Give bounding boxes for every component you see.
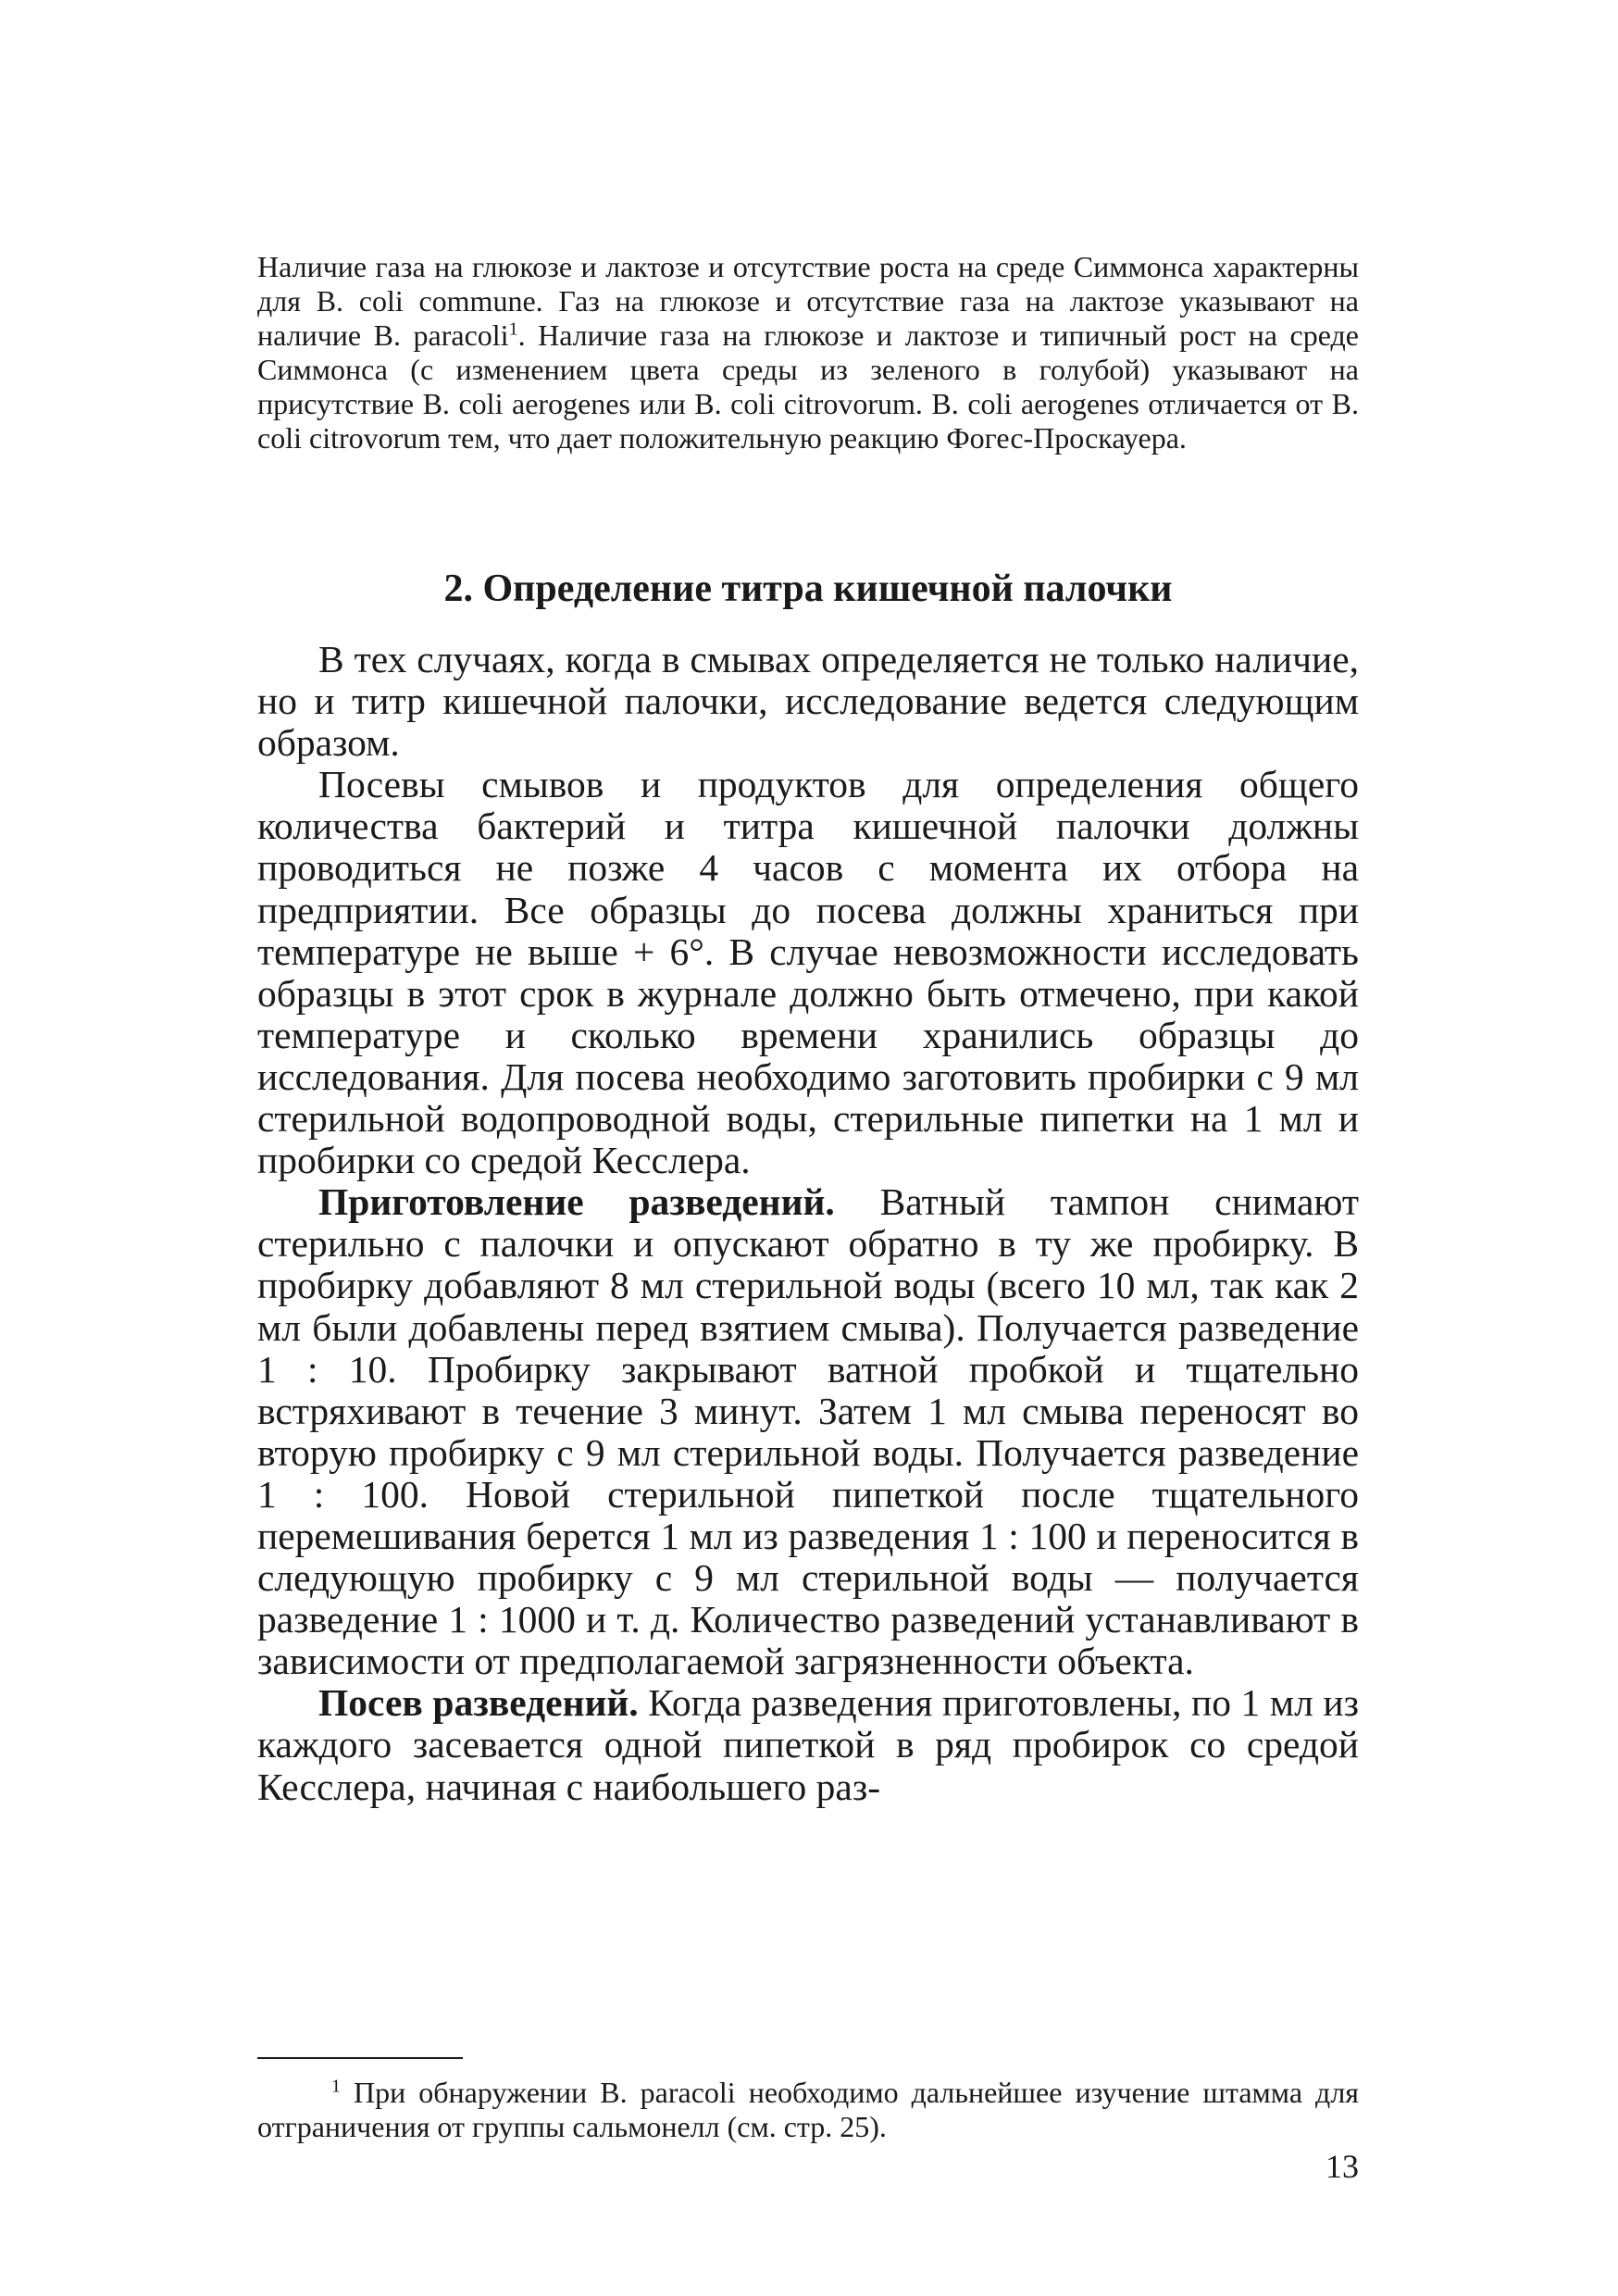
- footnote-text: При обнаружении B. paracoli необходимо дальнейшее изучение штамма для отграничения от группы сальмонелл (см. стр. 25).: [257, 2076, 1359, 2143]
- body-paragraph-4: [257, 1682, 1359, 1807]
- paragraph-text: В тех случаях, когда в смывах определяется не только наличие, но и титр кишечной палочки, исследование ведется следующим образом.: [257, 638, 1359, 765]
- paragraph-lead-seeding: Посев разведений.: [318, 1681, 639, 1725]
- body-paragraph-1: [257, 639, 1359, 764]
- footnote-reference: 1: [508, 318, 518, 340]
- footnote-divider: [257, 2057, 463, 2059]
- body-paragraph-3: [257, 1181, 1359, 1682]
- footnote: [257, 2076, 1359, 2144]
- top-paragraph-text: Наличие газа на глюкозе и лактозе и отсутствие роста на среде Симмонса характерны для B. coli commune. Газ на глюкозе и отсутствие газа на лактозе указывают на наличие B. paracoli: [257, 250, 1359, 352]
- section-heading: 2. Определение титра кишечной палочки: [443, 568, 1173, 610]
- top-paragraph-text-continued: . Наличие газа на глюкозе и лактозе и типичный рост на среде Симмонса (с изменением цвета среды из зеленого в голубой) указывают на присутствие B. coli aerogenes или B. coli citrovorum. B. coli aerogenes отличается от B. coli citrovorum тем, что дает положительную реакцию Фогес-Проскауера.: [257, 318, 1360, 455]
- paragraph-text: Ватный тампон снимают стерильно с палочки и опускают обратно в ту же пробирку. В пробирку добавляют 8 мл стерильной воды (всего 10 мл, так как 2 мл были добавлены перед взятием смыва). Получается разведение 1 : 10. Пробирку закрывают ватной пробкой и тщательно встряхивают в течение 3 минут. Затем 1 мл смыва переносят во вторую пробирку с 9 мл стерильной воды. Получается разведение 1 : 100. Новой стерильной пипеткой после тщательного перемешивания берется 1 мл из разведения 1 : 100 и переносится в следующую пробирку с 9 мл стерильной воды — получается разведение 1 : 1000 и т. д. Количество разведений устанавливают в зависимости от предполагаемой загрязненности объекта.: [257, 1180, 1359, 1683]
- paragraph-text: Когда разведения приготовлены, по 1 мл из каждого засевается одной пипеткой в ряд пробирок со средой Кесслера, начиная с наибольшего раз-: [257, 1681, 1359, 1808]
- top-paragraph: [257, 250, 1359, 455]
- paragraph-lead-preparation: Приготовление разведений.: [318, 1180, 835, 1224]
- body-paragraph-2: [257, 764, 1359, 1181]
- page-number: 13: [1326, 2148, 1359, 2185]
- section-body: [257, 639, 1359, 1808]
- paragraph-text: Посевы смывов и продуктов для определения общего количества бактерий и титра кишечной палочки должны проводиться не позже 4 часов с момента их отбора на предприятии. Все образцы до посева должны храниться при температуре не выше + 6°. В случае невозможности исследовать образцы в этот срок в журнале должно быть отмечено, при какой температуре и сколько времени хранились образцы до исследования. Для посева необходимо заготовить пробирки с 9 мл стерильной водопроводной воды, стерильные пипетки на 1 мл и пробирки со средой Кесслера.: [257, 763, 1359, 1182]
- footnote-marker: 1: [331, 2076, 341, 2097]
